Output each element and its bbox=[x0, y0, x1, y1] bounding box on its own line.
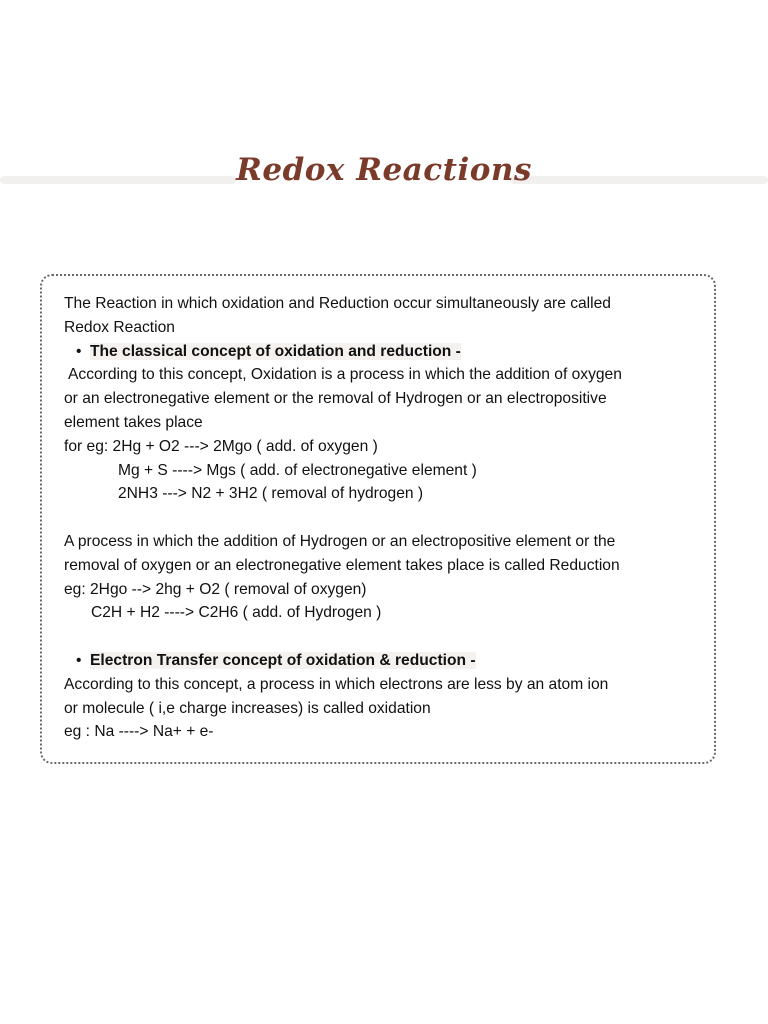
classical-line-3: element takes place bbox=[64, 413, 203, 431]
example-line-5: C2H + H2 ----> C2H6 ( add. of Hydrogen ) bbox=[91, 604, 382, 622]
example-line-6: eg : Na ----> Na+ + e- bbox=[64, 723, 214, 741]
reduction-line-2: removal of oxygen or an electronegative element takes place is called Reduction bbox=[64, 556, 620, 574]
example-line-2: Mg + S ----> Mgs ( add. of electronegative element ) bbox=[118, 461, 477, 479]
electron-transfer-heading: Electron Transfer concept of oxidation & reduction - bbox=[90, 651, 476, 669]
reduction-line-1: A process in which the addition of Hydrogen or an electropositive element or the bbox=[64, 532, 616, 550]
example-line-4: eg: 2Hgo --> 2hg + O2 ( removal of oxygen) bbox=[64, 580, 367, 598]
intro-line-2: Redox Reaction bbox=[64, 318, 175, 336]
example-line-1: for eg: 2Hg + O2 ---> 2Mgo ( add. of oxygen ) bbox=[64, 437, 378, 455]
electron-line-2: or molecule ( i,e charge increases) is called oxidation bbox=[64, 699, 431, 717]
example-line-3: 2NH3 ---> N2 + 3H2 ( removal of hydrogen ) bbox=[118, 485, 424, 503]
spacer bbox=[64, 506, 700, 530]
page-title: Redox Reactions bbox=[236, 152, 532, 188]
notes-box bbox=[40, 274, 716, 764]
bullet-marker: • bbox=[76, 342, 82, 360]
bullet-classical-concept bbox=[64, 340, 700, 364]
electron-line-1: According to this concept, a process in which electrons are less by an atom ion bbox=[64, 675, 609, 693]
spacer bbox=[64, 625, 700, 649]
intro-line-1: The Reaction in which oxidation and Reduction occur simultaneously are called bbox=[64, 295, 611, 312]
bullet-marker: • bbox=[76, 651, 82, 669]
classical-concept-heading: The classical concept of oxidation and reduction - bbox=[90, 342, 461, 360]
bullet-electron-transfer bbox=[64, 649, 700, 673]
classical-line-2: or an electronegative element or the removal of Hydrogen or an electropositive bbox=[64, 390, 607, 408]
classical-line-1: According to this concept, Oxidation is a process in which the addition of oxygen bbox=[68, 366, 622, 384]
